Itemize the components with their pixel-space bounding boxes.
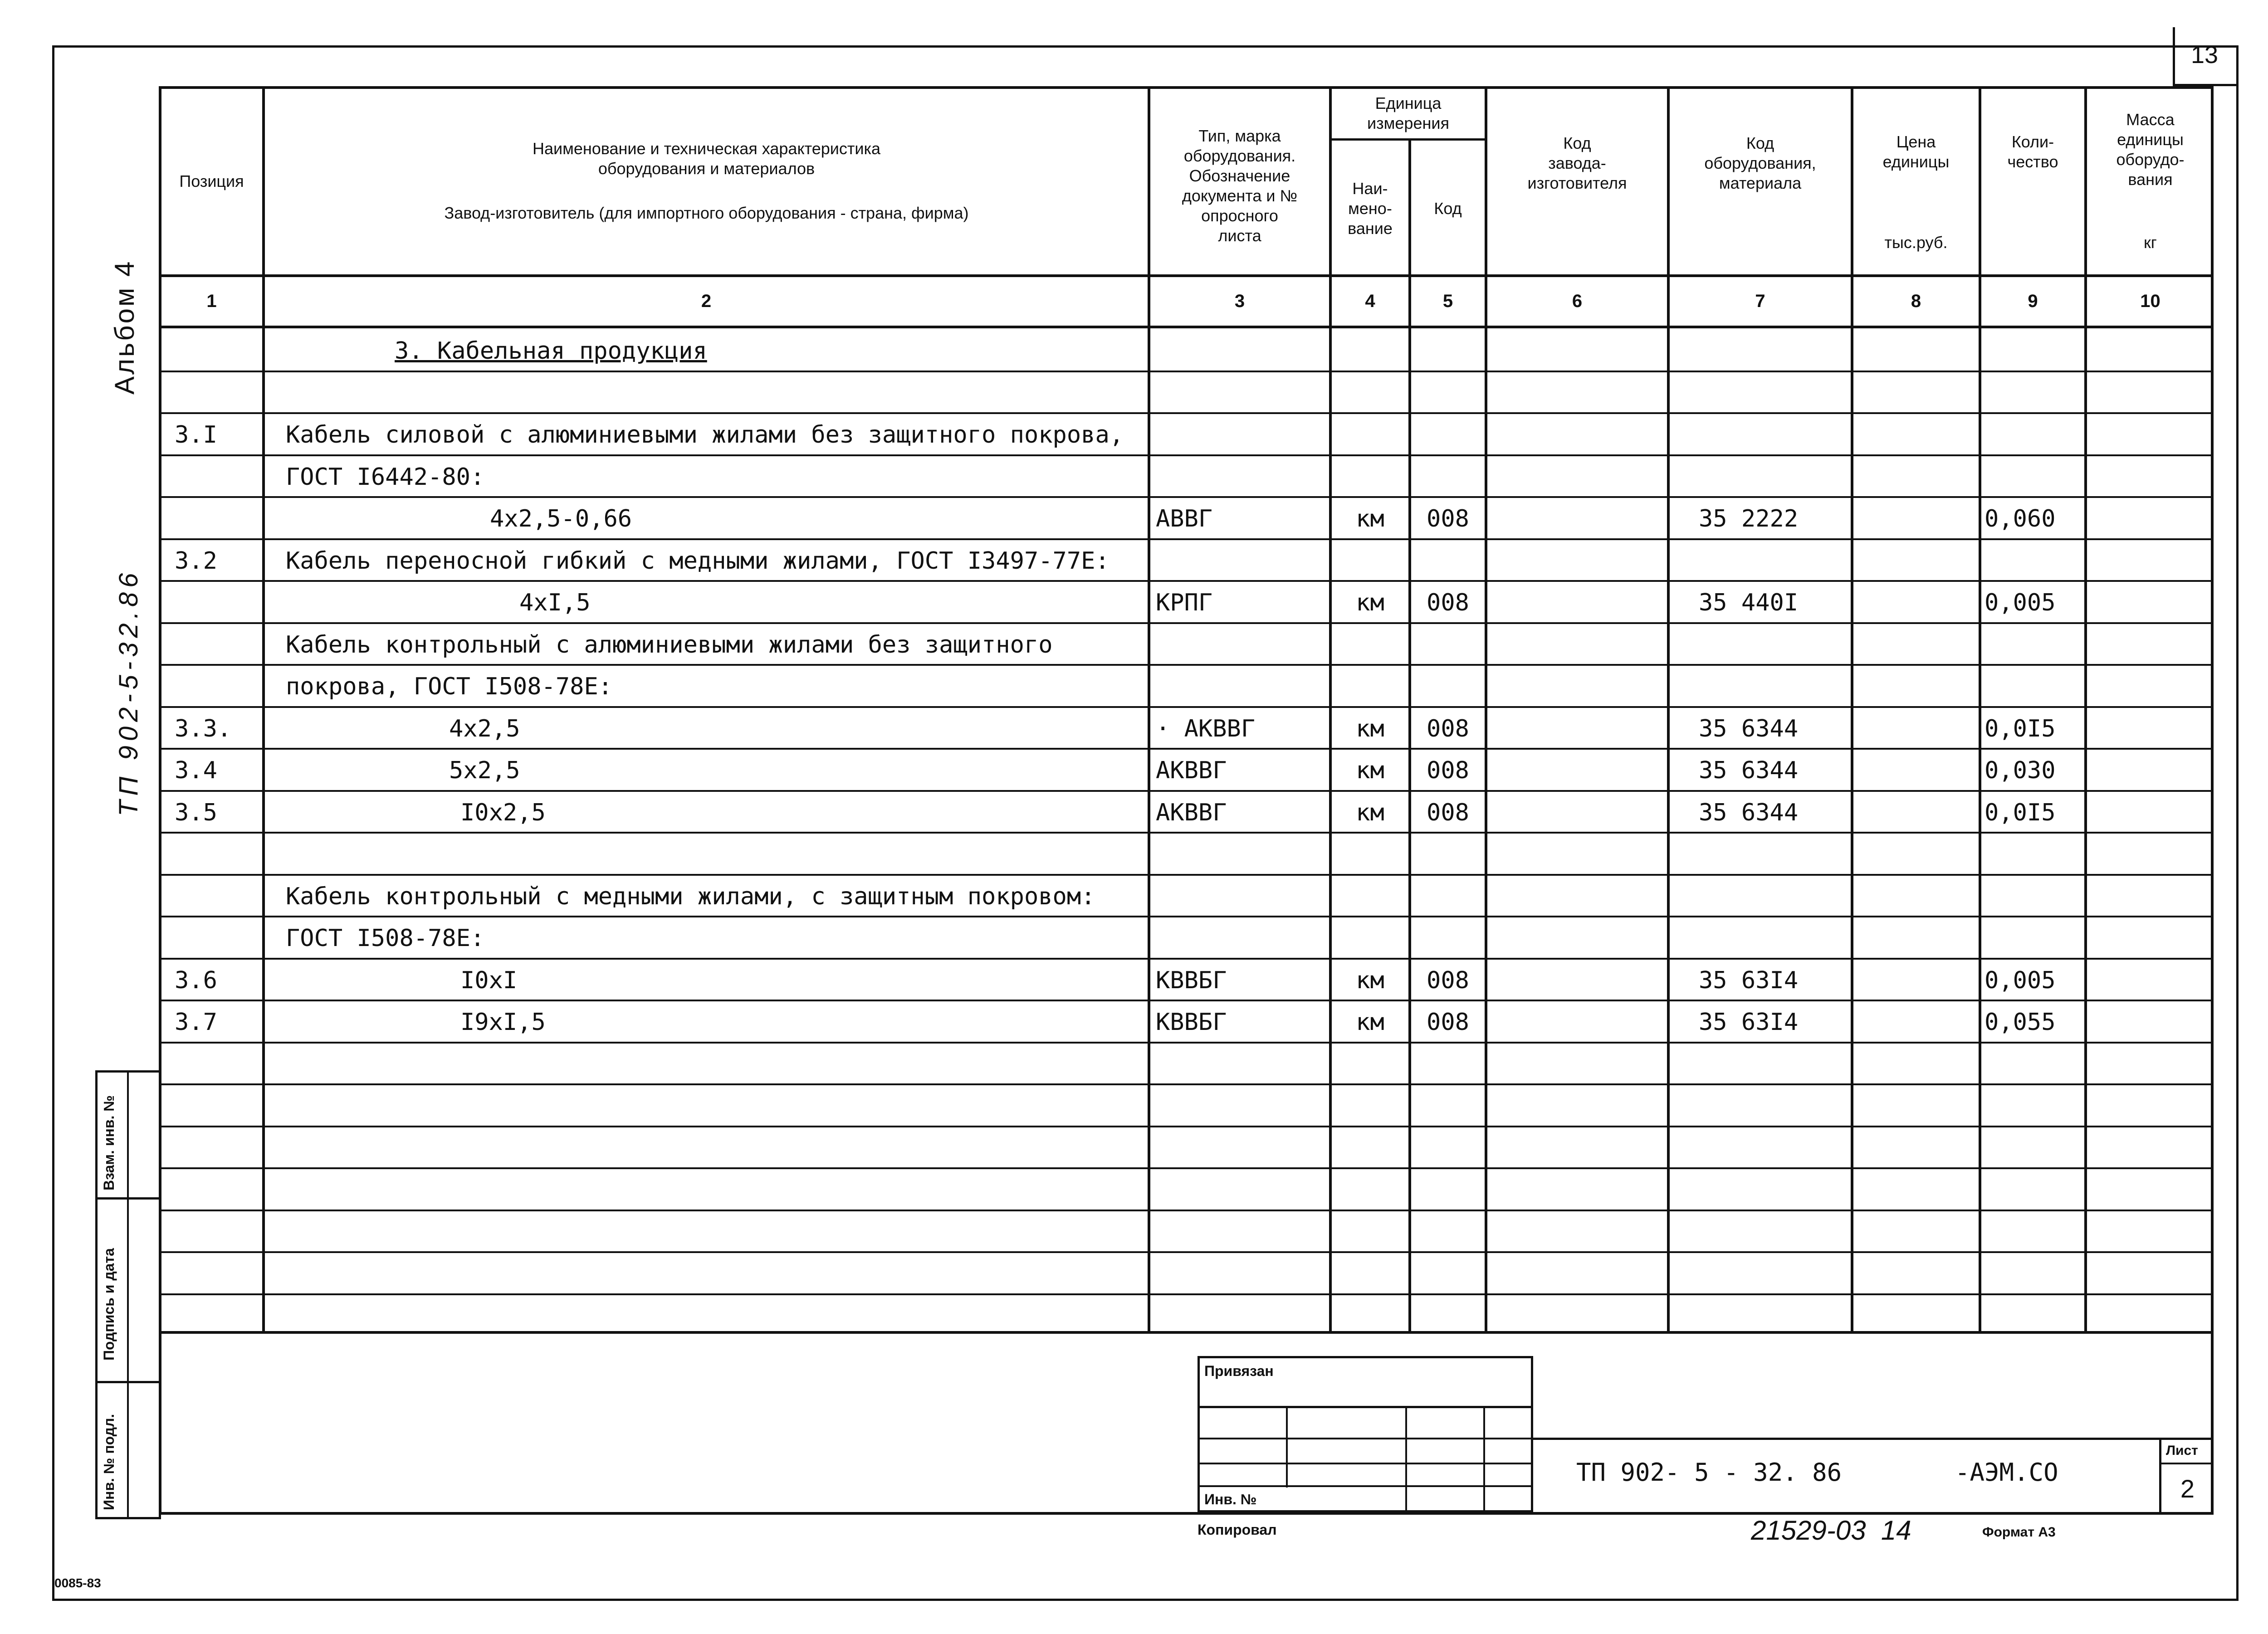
- header-mass: Масса единицы оборудо- вания: [2116, 110, 2185, 189]
- colnum-9: 9: [2028, 291, 2038, 311]
- header-manufacturer: Завод-изготовитель (для импортного оборудования - страна, фирма): [444, 204, 969, 222]
- cell-qty: 0,0I5: [1984, 799, 2056, 826]
- doc-suffix: -АЭМ.СО: [1955, 1458, 2058, 1487]
- header-unit-group: Единица измерения: [1367, 94, 1449, 132]
- cell-code: 008: [1427, 505, 1469, 532]
- row-divider: [159, 706, 2214, 708]
- cell-mat: 35 2222: [1699, 505, 1799, 532]
- stamp-replace-inv: Взам. инв. №: [101, 1095, 117, 1190]
- colnum-1: 1: [206, 291, 217, 311]
- cell-name: Кабель силовой с алюминиевыми жилами без защитного покрова,: [286, 421, 1124, 449]
- cell-name: 4xI,5: [519, 589, 591, 616]
- colnum-8: 8: [1911, 291, 1921, 311]
- header-material-code: Код оборудования, материала: [1704, 134, 1816, 192]
- cell-code: 008: [1427, 967, 1469, 994]
- cell-pos: 3.4: [175, 757, 217, 784]
- privyazan-label: Привязан: [1204, 1363, 1274, 1379]
- header-quantity: Коли- чество: [2007, 132, 2058, 171]
- colnum-3: 3: [1234, 291, 1245, 311]
- row-divider: [159, 916, 2214, 917]
- row-divider: [159, 580, 2214, 582]
- archive-number: 21529-03 14: [1751, 1515, 1911, 1546]
- row-divider: [159, 538, 2214, 540]
- cell-mat: 35 440I: [1699, 589, 1799, 616]
- header-manufacturer-code: Код завода- изготовителя: [1527, 134, 1627, 192]
- header-price-unit: тыс.руб.: [1884, 233, 1948, 252]
- row-divider: [159, 1126, 2214, 1127]
- sheet-number: 2: [2180, 1474, 2195, 1503]
- row-divider: [159, 958, 2214, 960]
- cell-qty: 0,0I5: [1984, 715, 2056, 742]
- header-type: Тип, марка оборудования. Обозначение документа и № опросного листа: [1182, 127, 1298, 245]
- format-label: Формат А3: [1982, 1525, 2056, 1540]
- album-label: Альбом 4: [109, 259, 140, 395]
- cell-unit: км: [1356, 505, 1384, 532]
- row-divider: [159, 371, 2214, 372]
- cell-name: ГОСТ I6442-80:: [286, 463, 485, 491]
- cell-name: 5x2,5: [449, 757, 520, 784]
- colnum-6: 6: [1572, 291, 1583, 311]
- cell-pos: 3.3.: [175, 715, 232, 742]
- cell-unit: км: [1356, 757, 1384, 784]
- cell-qty: 0,030: [1984, 757, 2056, 784]
- header-unit-code: Код: [1434, 199, 1462, 218]
- cell-unit: км: [1356, 967, 1384, 994]
- cell-name: 4x2,5-0,66: [490, 505, 632, 532]
- project-code-side: ТП 902-5-32.86: [114, 568, 143, 816]
- row-divider: [159, 1000, 2214, 1001]
- stamp-inv-orig: Инв. № подл.: [101, 1414, 117, 1510]
- cell-type: АКВВГ: [1156, 757, 1227, 784]
- header-name: Наименование и техническая характеристика оборудования и материалов: [532, 139, 881, 178]
- row-divider: [159, 622, 2214, 624]
- cell-mat: 35 6344: [1699, 799, 1799, 826]
- row-divider: [159, 790, 2214, 792]
- corner-code: 0085-83: [54, 1576, 101, 1590]
- cell-name: Кабель переносной гибкий с медными жилами, ГОСТ I3497-77Е:: [286, 547, 1110, 575]
- cell-type: АКВВГ: [1156, 799, 1227, 826]
- cell-name: ГОСТ I508-78Е:: [286, 925, 485, 952]
- row-divider: [159, 1042, 2214, 1044]
- cell-type: КРПГ: [1156, 589, 1213, 616]
- row-divider: [159, 1251, 2214, 1253]
- header-unit-name: Наи- мено- вание: [1348, 179, 1393, 238]
- row-divider: [159, 496, 2214, 498]
- cell-code: 008: [1427, 589, 1469, 616]
- kopiroval-label: Копировал: [1198, 1522, 1277, 1538]
- cell-qty: 0,060: [1984, 505, 2056, 532]
- row-divider: [159, 832, 2214, 834]
- row-divider: [159, 454, 2214, 456]
- cell-mat: 35 63I4: [1699, 967, 1799, 994]
- cell-qty: 0,005: [1984, 589, 2056, 616]
- cell-code: 008: [1427, 757, 1469, 784]
- page-number: 13: [2190, 41, 2219, 68]
- doc-code: ТП 902- 5 - 32. 86: [1576, 1458, 1842, 1487]
- cell-pos: 3.6: [175, 967, 217, 994]
- cell-unit: км: [1356, 799, 1384, 826]
- cell-name: I9xI,5: [460, 1009, 546, 1036]
- row-divider: [159, 1167, 2214, 1169]
- cell-unit: км: [1356, 589, 1384, 616]
- cell-unit: км: [1356, 1009, 1384, 1036]
- row-divider: [159, 1210, 2214, 1211]
- row-divider: [159, 1083, 2214, 1085]
- cell-name: 4x2,5: [449, 715, 520, 742]
- cell-code: 008: [1427, 715, 1469, 742]
- cell-name: 3. Кабельная продукция: [395, 337, 707, 365]
- cell-pos: 3.I: [175, 421, 217, 449]
- cell-mat: 35 63I4: [1699, 1009, 1799, 1036]
- header-mass-unit: кг: [2144, 233, 2157, 252]
- cell-mat: 35 6344: [1699, 715, 1799, 742]
- cell-type: КВВБГ: [1156, 967, 1227, 994]
- cell-mat: 35 6344: [1699, 757, 1799, 784]
- colnum-5: 5: [1442, 291, 1453, 311]
- row-divider: [159, 1293, 2214, 1295]
- cell-pos: 3.5: [175, 799, 217, 826]
- row-divider: [159, 664, 2214, 666]
- cell-name: I0x2,5: [460, 799, 546, 826]
- cell-qty: 0,055: [1984, 1009, 2056, 1036]
- cell-name: покрова, ГОСТ I508-78Е:: [286, 673, 613, 700]
- stamp-sign-date: Подпись и дата: [101, 1248, 117, 1361]
- colnum-7: 7: [1755, 291, 1765, 311]
- cell-qty: 0,005: [1984, 967, 2056, 994]
- cell-type: АВВГ: [1156, 505, 1213, 532]
- cell-name: I0xI: [460, 967, 518, 994]
- cell-type: · АКВВГ: [1156, 715, 1256, 742]
- cell-name: Кабель контрольный с алюминиевыми жилами без защитного: [286, 631, 1053, 658]
- cell-pos: 3.7: [175, 1009, 217, 1036]
- header-price: Цена единицы: [1882, 132, 1950, 171]
- row-divider: [159, 412, 2214, 414]
- cell-code: 008: [1427, 799, 1469, 826]
- row-divider: [159, 874, 2214, 876]
- cell-pos: 3.2: [175, 547, 217, 575]
- header-position: Позиция: [179, 172, 244, 190]
- colnum-4: 4: [1365, 291, 1375, 311]
- inv-no-label: Инв. №: [1204, 1491, 1257, 1507]
- cell-code: 008: [1427, 1009, 1469, 1036]
- colnum-2: 2: [701, 291, 712, 311]
- row-divider: [159, 748, 2214, 750]
- cell-type: КВВБГ: [1156, 1009, 1227, 1036]
- cell-unit: км: [1356, 715, 1384, 742]
- colnum-10: 10: [2140, 291, 2160, 311]
- cell-name: Кабель контрольный с медными жилами, с защитным покровом:: [286, 883, 1095, 910]
- sheet-label: Лист: [2166, 1443, 2198, 1458]
